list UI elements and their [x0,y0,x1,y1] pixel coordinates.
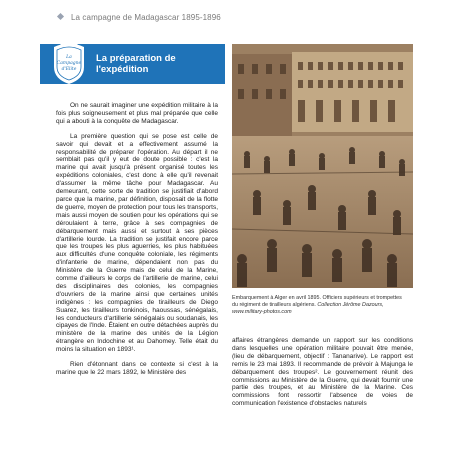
caption-credit: Collection Jérôme Dazours, www.military-photos.com [232,301,384,315]
harbor-crowd-photo-illustration [232,44,413,288]
svg-text:d'Elite: d'Elite [61,67,77,72]
svg-text:Campagne: Campagne [56,61,82,66]
paragraph-responsibility: La première question qui se pose est celle de savoir qui devait et a effectivement assumé la responsabilité de préparer l'opération. Au départ il ne semblait pas qu'il y eut de doute possible : c'est la marine qui avait jusqu'à présent organisé toutes les expéditions coloniales, c'est donc à elle qu'il revenait d'assumer la même tâche pour Madagascar. Au demeurant, cette sorte de tradition se justifiait d'abord parce que la marine, par définition, disposait de la flotte de guerre, moyen de protection pour tous les transports, mais aussi moyen de soutien pour les opérations qui se déroulaient à terre, grâce à ses compagnies de débarquement mais aussi et surtout à ses pièces d'artillerie lourde. La tradition se justifait encore parce que les troupes les plus aguerries, les plus habituées aux difficultés d'une conquête coloniale, les régiments d'infanterie de marine, dépendaient non pas du Ministère de la Guerre mais de celui de la Marine, comme d'ailleurs le corps de l'artillerie de marine, celui des disciplinaires des colonies, les compagnies d'ouvriers de la marine ainsi que certaines unités indigènes : les compagnies de tirailleurs de Diego Suarez, les tirailleurs tonkinois, haoussas, sénégalais, les conducteurs d'artillerie sénégalais ou soudanais, les cipayes de l'Inde. Étaient en outre détachées auprès du ministère de la marine des unités de la Légion étrangère en Indochine et au Dahomey. Telle était du moins la situation en 1893¹. [56,132,218,354]
left-text-column [56,102,218,384]
campaign-emblem-logo [50,41,88,85]
diamond-bullet-icon [57,13,64,20]
paragraph-intro: On ne saurait imaginer une expédition militaire à la fois plus soigneusement et plus mal préparée que celle qui a abouti à la conquête de Madagascar. [56,102,218,125]
paragraph-report: affaires étrangères demande un rapport sur les conditions dans lesquelles une opération militaire pouvait être menée, (lieu de débarquement, objectif : Tananarive). Le rapport est remis le 23 mai 1893. Il recommande de prévoir à Majunga le débarquement des troupes². Le gouvernement réunit des commissions au Ministère de la Guerre, qui devait fournir une partie des troupes, et au Ministère de la Marine. Ces commissions font ressortir l'absence de voies de communication l'existence d'obstacles naturels [232,337,413,408]
running-header [58,13,221,22]
section-heading-band [40,44,225,84]
photo-caption [232,295,402,316]
running-header-text: La campagne de Madagascar 1895-1896 [71,13,221,22]
caption-text: Embarquement à Alger en avril 1895. Officiers supérieurs et trompettes du régiment de tirailleurs algériens. [232,295,402,308]
section-title: La préparation de l'expédition [96,53,176,75]
right-text-column [232,337,413,408]
svg-text:La: La [66,55,72,60]
paragraph-continuation: Rien d'étonnant dans ce contexte si c'est à la marine que le 22 mars 1892, le Ministère des [56,361,218,376]
embarkation-photo [232,44,413,288]
